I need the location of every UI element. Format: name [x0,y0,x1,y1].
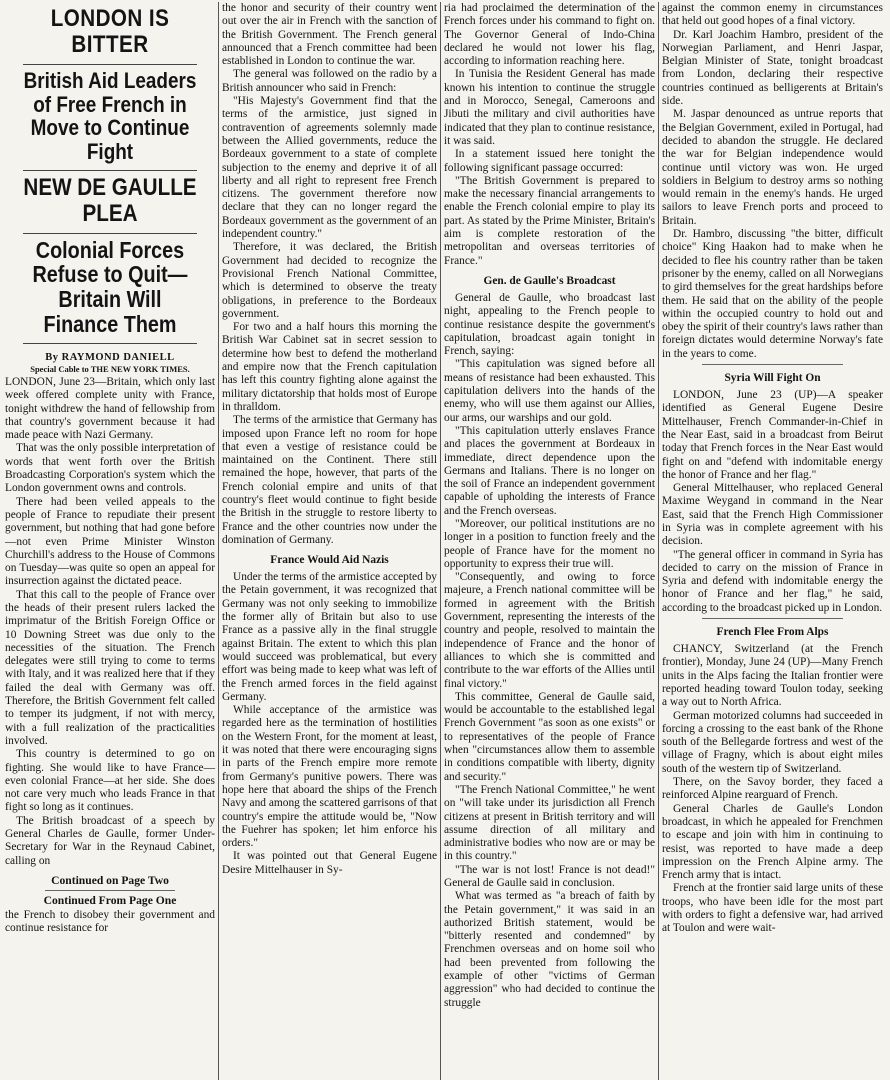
article-paragraph: The general was followed on the radio by a British announcer who said in French: [222,68,437,94]
subheading: Gen. de Gaulle's Broadcast [483,274,616,287]
article-paragraph: Therefore, it was declared, the British Government had decided to recognize the Provisional French National Committee, which is determined to observe the treaty obligations, in preference to the Bordeaux government. [222,241,437,320]
article-paragraph: the French to disobey their government and continue resistance for [5,908,215,935]
article-paragraph: M. Jaspar denounced as untrue reports that the Belgian Government, exiled in Portugal, had decided to abandon the struggle. He declared the war for Belgian independence would continue until victory was won. He urged soldiers in Belgium to destroy arms so nothing would remain in the enemy's hands. He urged sailors to leave French ports and proceed to Britain. [662,108,883,227]
article-paragraph: This committee, General de Gaulle said, would be accountable to the established legal French Government "as soon as one exists" or to representatives of the people of France when "circumstances allow them to assemble in conditions compatible with liberty, dignity and security." [444,690,655,783]
article-paragraph: The British broadcast of a speech by General Charles de Gaulle, former Under-Secretary for War in the Reynaud Cabinet, calling on [5,814,215,867]
article-paragraph: "This capitulation utterly enslaves France and places the government at Bordeaux in immediate, direct dependence upon the Germans and Italians. There is no longer on the soil of France an independent government capable of upholding the interests of France and the French overseas. [444,424,655,517]
article-paragraph: There had been veiled appeals to the people of France to repudiate their present government, but nothing that had gone before—not even Prime Minister Winston Churchill's address to the House of Commons on Tuesday—was quite so open an appeal for insurrection against the dictated peace. [5,495,215,588]
article-paragraph: In a statement issued here tonight the following significant passage occurred: [444,148,655,174]
jump-rule [45,890,175,891]
headline-rule [23,64,197,65]
special-cable-line: Special Cable to THE NEW YORK TIMES. [30,363,190,374]
headline-rule [23,343,197,344]
article-paragraph: "The general officer in command in Syria has decided to carry on the mission of France in Syria and defend with indomitable energy the honor of France and her flag," he said, according to the broadcast picked up in London. [662,548,883,614]
article-paragraph: While acceptance of the armistice was regarded here as the termination of hostilities on the Western Front, for the moment at least, it was noted that there were encouraging signs in parts of the French empire more remote from Germany's punitive powers. There was hope here that aboard the ships of the French Navy and among the scattered garrisons of that country's empire the attitude would be, "Now the Fuehrer has spoken; let him enforce his orders." [222,704,437,850]
article-paragraph: the honor and security of their country went out over the air in French with the sanction of the British Government. The French general announced that a French committee had been established in London to continue the war. [222,2,437,68]
headline-deck-1: British Aid Leaders of Free French in Move to Continue Fight [23,67,197,165]
article-paragraph: "Moreover, our political institutions are no longer in a position to function freely and the people of France have for the moment no opportunity to express their true will. [444,517,655,570]
continued-on-line: Continued on Page Two [51,873,169,887]
article-paragraph: That this call to the people of France over the heads of their present rulers lacked the imprimatur of the British Foreign Office or 10 Downing Street was due only to the necessities of the situation. The French delegates were still trying to come to terms with Italy, and it was realized here that if they failed the deal with Germany was off. Therefore, the British Government felt called to temper its judgment, if not with mercy, with a full realization of the practicalities involved. [5,588,215,747]
article-paragraph: "This capitulation was signed before all means of resistance had been exhausted. This capitulation delivers into the hands of the enemy, who will use them against our Allies, our arms, our warships and our gold. [444,358,655,424]
continued-from-line: Continued From Page One [43,893,177,907]
article-paragraph: against the common enemy in circumstances that held out good hopes of a final victory. [662,2,883,28]
main-headline: LONDON IS BITTER [50,5,170,58]
article-paragraph: There, on the Savoy border, they faced a reinforced Alpine rearguard of French. [662,776,883,802]
headline-deck-3: Colonial Forces Refuse to Quit—Britain Will Finance Them [32,236,188,338]
column-4 [659,2,886,1080]
article-paragraph: CHANCY, Switzerland (at the French frontier), Monday, June 24 (UP)—Many French units in the Alps facing the Italian frontier were reported heading toward Toulon today, seeking a way out to North Africa. [662,643,883,709]
subheading: French Flee From Alps [716,626,829,639]
headline-deck-2: NEW DE GAULLE PLEA [23,173,197,227]
column-3 [441,2,659,1080]
article-paragraph: General Charles de Gaulle's London broadcast, in which he appealed for Frenchmen to escape and join with him in continuing to resist, was reported to have made a deep impression on the French Alpine army. The French army that is intact. [662,802,883,882]
article-paragraph: "The British Government is prepared to make the necessary financial arrangements to enable the French colonial empire to play its part. As stated by the Prime Minister, Britain's aim is complete restoration of the metropolitan and overseas territories of France." [444,174,655,267]
subheading: France Would Aid Nazis [270,554,389,567]
article-paragraph: Dr. Karl Joachim Hambro, president of the Norwegian Parliament, and Henri Jaspar, Belgian Minister of State, tonight broadcast from London, declaring their respective countries continued as belligerents at Britain's side. [662,28,883,108]
headline-rule [23,233,197,234]
column-2 [219,2,441,1080]
article-paragraph: The terms of the armistice that Germany has imposed upon France left no room for hope that even a vestige of resistance could be maintained on the Continent. There still remained the hope, however, that parts of the French colonial empire and units of that country's fleet would continue to fight beside the British in the struggle to restore liberty to France and the other countries now under the domination of Germany. [222,414,437,546]
article-paragraph: General Mittelhauser, who replaced General Maxime Weygand in command in the Near East, said that the French High Commissioner in Syria was in complete agreement with his decision. [662,482,883,548]
article-paragraph: "The French National Committee," he went on "will take under its jurisdiction all French citizens at present in British territory and will assume direction of all military and administrative bodies who now are or may be in this country." [444,783,655,863]
article-paragraph: Under the terms of the armistice accepted by the Petain government, it was recognized that Germany was not only seeking to immobilize the former ally of Britain but also to use France as a passive ally in the final struggle against Britain. The extent to which this plan would succeed was problematical, but every effort was being made to keep what was left of the French armed forces in the field against Germany. [222,571,437,703]
article-paragraph: What was termed as "a breach of faith by the Petain government," it was said in an authorized British statement, would be "bitterly resented and condemned" by Frenchmen overseas and on home soil who had been prevented from following the example of other "victims of German aggression" who had decided to continue the struggle [444,890,655,1009]
subheading: Syria Will Fight On [724,372,821,385]
article-paragraph: It was pointed out that General Eugene Desire Mittelhauser in Sy- [222,850,437,876]
article-paragraph: For two and a half hours this morning the British War Cabinet sat in secret session to determine how best to defend the motherland and empire now that the French capitulation has left this country fighting alone against the military dictatorship that holds most of Europe in thralldom. [222,321,437,413]
article-paragraph: LONDON, June 23 (UP)—A speaker identified as General Eugene Desire Mittelhauser, French Commander-in-Chief in the Near East, said in a broadcast from Beirut today that French forces in the Near East would fight on and "defend with indomitable energy the honor of France and her flag." [662,389,883,481]
article-paragraph: "Consequently, and owing to force majeure, a French national committee will be formed in agreement with the British Government, representing the interests of the country and people, resolved to maintain the independence of France and the honor of alliances to which she is committed and contribute to the war efforts of the Allies until final victory." [444,571,655,690]
article-paragraph: Dr. Hambro, discussing "the bitter, difficult choice" King Haakon had to make when he decided to flee his country rather than be taken prisoner by the enemy, called on all Norwegians to gird themselves for the great hardships before them. He said that on the ability of the people within the occupied country to hold out and obey the spirit of their country's laws rather than foreign dictates would determine Norway's fate in the years to come. [662,228,883,360]
byline: By RAYMOND DANIELL [45,351,175,363]
article-paragraph: LONDON, June 23—Britain, which only last week offered complete unity with France, tonight withdrew the hand of fellowship from that country's government because it had made peace with Nazi Germany. [5,375,215,442]
article-paragraph: French at the frontier said large units of these troops, who have been idle for the most part with orders to fight a defensive war, had arrived at Toulon and were wait- [662,882,883,935]
article-paragraph: German motorized columns had succeeded in forcing a crossing to the east bank of the Rhone south of the Bellegarde fortress and west of the village of Fragny, which is about eight miles south of the western tip of Switzerland. [662,709,883,775]
article-paragraph: "His Majesty's Government find that the terms of the armistice, just signed in contravention of agreements solemnly made between the Allied governments, reduce the Bordeaux government to a state of complete subjection to the enemy and deprive it of all liberty and all right to represent free French citizens. The government therefore now declare that they can no longer regard the Bordeaux government as the government of an independent country." [222,95,437,241]
article-paragraph: "The war is not lost! France is not dead!" General de Gaulle said in conclusion. [444,863,655,889]
article-paragraph: In Tunisia the Resident General has made known his intention to continue the struggle and in Morocco, Senegal, Cameroons and Jibuti the military and civil authorities have indicated that they plan to continue resistance, it was said. [444,68,655,147]
headline-rule [23,170,197,171]
article-paragraph: General de Gaulle, who broadcast last night, appealing to the French people to continue resistance despite the government's capitulation, broadcast again tonight in French, saying: [444,291,655,358]
article-paragraph: ria had proclaimed the determination of the French forces under his command to fight on. The Governor General of Indo-China declared he would not lower his flag, according to information reaching here. [444,2,655,68]
column-1 [2,2,219,1080]
section-rule [702,364,843,365]
article-paragraph: That was the only possible interpretation of words that went forth over the British Broadcasting Corporation's system which the London government owns and controls. [5,442,215,495]
article-paragraph: This country is determined to go on fighting. She would like to have France—even colonial France—at her side. She does not care very much who leads France in that fight so long as it continues. [5,748,215,814]
section-rule [702,618,843,619]
